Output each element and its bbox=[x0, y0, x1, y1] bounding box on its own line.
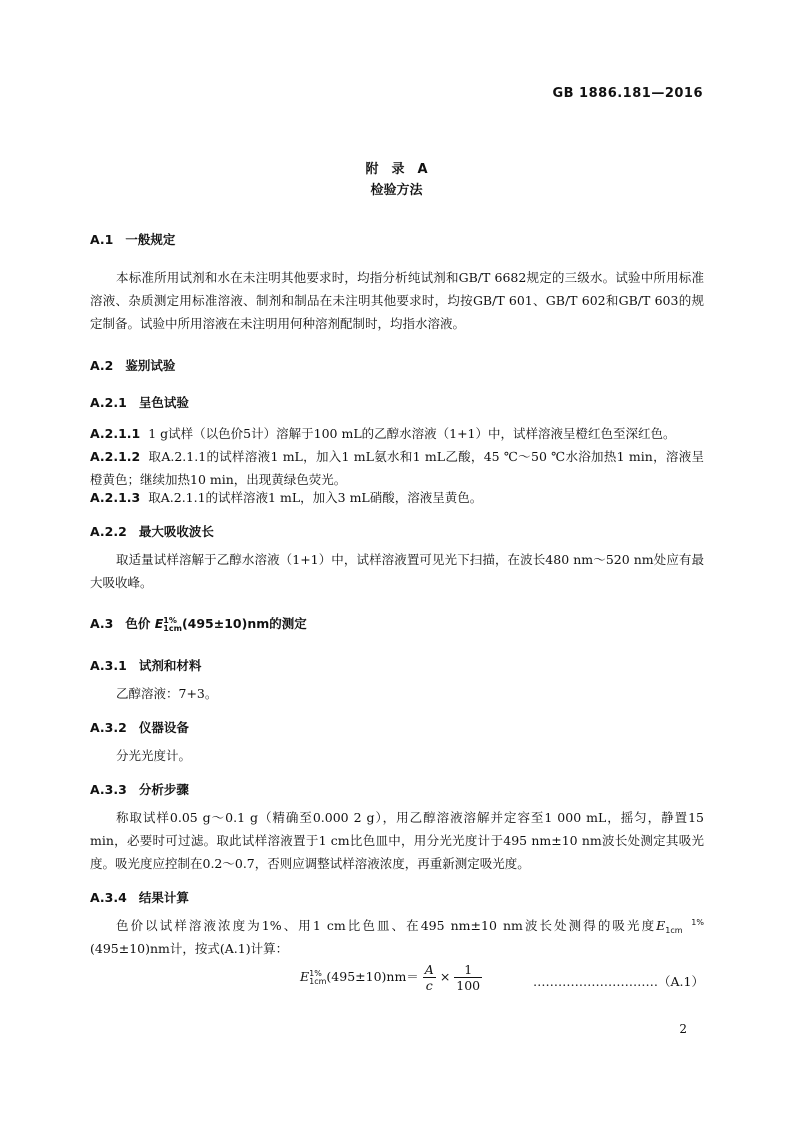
clause-text: 取A.2.1.1的试样溶液1 mL，加入1 mL氨水和1 mL乙酸，45 ℃～50 ℃水浴加热1 min，溶液呈橙黄色；继续加热10 min，出现黄绿色荧光。 bbox=[90, 449, 704, 487]
appendix-title: 附 录 A bbox=[365, 162, 428, 177]
denominator: c bbox=[425, 978, 433, 993]
heading-number: A.1 bbox=[90, 232, 114, 247]
heading-number: A.2.2 bbox=[90, 524, 127, 539]
paragraph-a31: 乙醇溶液：7+3。 bbox=[116, 686, 218, 701]
formula-symbol-e: E bbox=[300, 969, 310, 984]
paragraph-a1: 本标准所用试剂和水在未注明其他要求时，均指分析纯试剂和GB/T 6682规定的三级水。试验中所用标准溶液、杂质测定用标准溶液、制剂和制品在未注明其他要求时，均按GB/T 601、GB/T 602和GB/T 603的规定制备。试验中所用溶液在未注明用何种溶剂配制时，均指水溶液。 bbox=[90, 270, 704, 331]
heading-title-post: (495±10)nm的测定 bbox=[181, 616, 307, 631]
superscript: 1% bbox=[163, 615, 177, 625]
formula-a1 bbox=[300, 962, 704, 998]
paragraph-a33: 称取试样0.05 g～0.1 g（精确至0.000 2 g），用乙醇溶液溶解并定容至1 000 mL，摇匀，静置15 min，必要时可过滤。取此试样溶液置于1 cm比色皿中，用分光光度计于495 nm±10 nm波长处测定其吸光度。吸光度应控制在0.2～0.7，否则应调整试样溶液浓度，再重新测定吸光度。 bbox=[90, 810, 704, 871]
paragraph-a212 bbox=[90, 445, 704, 491]
heading-number: A.3.4 bbox=[90, 890, 127, 905]
page-number: 2 bbox=[679, 1022, 687, 1036]
heading-title: 呈色试验 bbox=[138, 395, 189, 410]
appendix-subtitle: 检验方法 bbox=[370, 183, 423, 198]
heading-title: 仪器设备 bbox=[138, 720, 189, 735]
heading-title-pre: 色价 bbox=[125, 616, 151, 631]
heading-title: 一般规定 bbox=[125, 232, 176, 247]
text-pre: 色价以试样溶液浓度为1%、用1 cm比色皿、在495 nm±10 nm波长处测得的吸光度 bbox=[116, 918, 657, 933]
clause-number: A.2.1.1 bbox=[90, 426, 141, 441]
subscript: 1cm bbox=[665, 925, 683, 935]
heading-title: 试剂和材料 bbox=[138, 658, 202, 673]
heading-a1 bbox=[90, 230, 175, 248]
superscript: 1% bbox=[309, 968, 322, 978]
paragraph-a32: 分光光度计。 bbox=[116, 748, 192, 763]
paragraph-a213 bbox=[90, 486, 704, 509]
heading-number: A.2 bbox=[90, 358, 114, 373]
standard-number: GB 1886.181—2016 bbox=[552, 86, 703, 101]
heading-a22 bbox=[90, 522, 214, 540]
superscript-subscript bbox=[665, 919, 704, 935]
heading-title: 分析步骤 bbox=[138, 782, 189, 797]
clause-text: 1 g试样（以色价5计）溶解于100 mL的乙醇水溶液（1+1）中，试样溶液呈橙红色至深红色。 bbox=[148, 426, 676, 441]
heading-a21 bbox=[90, 393, 189, 411]
denominator: 100 bbox=[456, 978, 481, 993]
paragraph-a22: 取适量试样溶解于乙醇水溶液（1+1）中，试样溶液置可见光下扫描，在波长480 nm～520 nm处应有最大吸收峰。 bbox=[90, 552, 704, 590]
paragraph-a211 bbox=[90, 422, 704, 445]
heading-a2 bbox=[90, 356, 175, 374]
paragraph-a34 bbox=[90, 914, 704, 960]
formula-label: …………………………（A.1） bbox=[533, 974, 704, 989]
heading-a33 bbox=[90, 780, 189, 798]
heading-number: A.3.2 bbox=[90, 720, 127, 735]
formula-sup-sub bbox=[309, 970, 326, 986]
clause-text: 取A.2.1.1的试样溶液1 mL，加入3 mL硝酸，溶液呈黄色。 bbox=[148, 490, 483, 505]
clause-number: A.2.1.2 bbox=[90, 449, 141, 464]
heading-number: A.3.1 bbox=[90, 658, 127, 673]
superscript: 1% bbox=[691, 917, 704, 927]
clause-number: A.2.1.3 bbox=[90, 490, 141, 505]
heading-a3 bbox=[90, 614, 307, 633]
numerator: 1 bbox=[454, 962, 482, 978]
heading-number: A.3 bbox=[90, 616, 114, 631]
heading-title: 结果计算 bbox=[138, 890, 189, 905]
heading-number: A.2.1 bbox=[90, 395, 127, 410]
symbol-e: E bbox=[154, 616, 164, 631]
fraction-a-over-c bbox=[423, 962, 436, 993]
subscript: 1cm bbox=[163, 623, 182, 633]
subscript: 1cm bbox=[309, 976, 327, 986]
fraction-1-over-100 bbox=[454, 962, 482, 993]
heading-a32 bbox=[90, 718, 189, 736]
times-sign: × bbox=[439, 969, 451, 984]
numerator: A bbox=[424, 962, 434, 977]
heading-a34 bbox=[90, 888, 189, 906]
superscript-subscript bbox=[163, 617, 182, 633]
heading-number: A.3.3 bbox=[90, 782, 127, 797]
formula-lhs-tail: (495±10)nm＝ bbox=[326, 969, 419, 984]
heading-a31 bbox=[90, 656, 201, 674]
symbol-e: E bbox=[656, 918, 666, 933]
heading-title: 鉴别试验 bbox=[125, 358, 176, 373]
text-post: (495±10)nm计，按式(A.1)计算： bbox=[90, 941, 289, 956]
heading-title: 最大吸收波长 bbox=[138, 524, 214, 539]
